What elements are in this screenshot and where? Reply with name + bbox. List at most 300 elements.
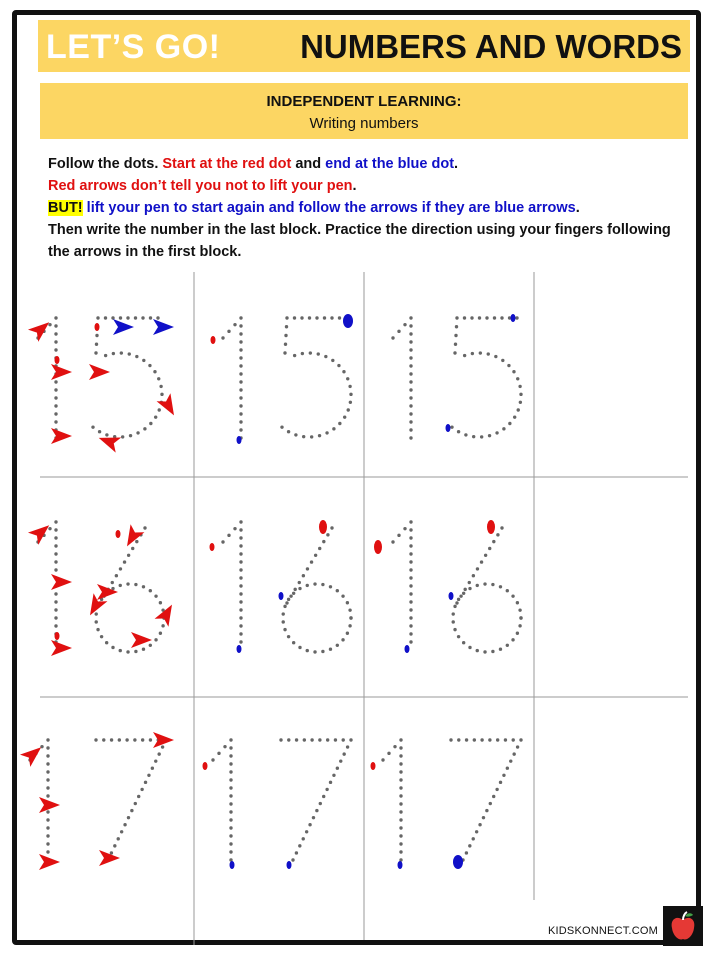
trace-dot	[287, 738, 290, 741]
trace-dot	[322, 795, 325, 798]
trace-dot	[493, 316, 496, 319]
trace-dot	[305, 830, 308, 833]
trace-dot	[330, 316, 333, 319]
trace-dot	[322, 540, 325, 543]
trace-dot	[468, 581, 471, 584]
trace-dot	[485, 809, 488, 812]
trace-dot	[403, 527, 406, 530]
trace-dot	[454, 343, 457, 346]
trace-dot	[399, 850, 402, 853]
trace-dot	[409, 600, 412, 603]
trace-dot	[239, 388, 242, 391]
end-dot	[343, 314, 353, 328]
trace-dot	[110, 851, 113, 854]
trace-dot	[144, 781, 147, 784]
trace-dot	[154, 415, 157, 418]
trace-dot	[149, 589, 152, 592]
trace-dot	[229, 754, 232, 757]
trace-dot	[54, 316, 57, 319]
trace-dot	[229, 810, 232, 813]
trace-dot	[126, 582, 129, 585]
trace-dot	[46, 818, 49, 821]
trace-dot	[472, 837, 475, 840]
trace-dot	[298, 844, 301, 847]
instruction-red-text: Red arrows don’t tell you not to lift your pen	[48, 178, 353, 194]
trace-dot	[294, 433, 297, 436]
trace-dot	[229, 746, 232, 749]
red-arrow-icon	[28, 519, 54, 545]
trace-dot	[229, 794, 232, 797]
trace-dot	[158, 408, 161, 411]
start-dot	[55, 632, 60, 640]
trace-dot	[229, 770, 232, 773]
trace-dot	[337, 364, 340, 367]
trace-dot	[221, 336, 224, 339]
trace-dot	[457, 430, 460, 433]
trace-dot	[217, 752, 220, 755]
trace-dot	[480, 435, 483, 438]
trace-dot	[483, 582, 486, 585]
trace-dot	[94, 738, 97, 741]
page-title: NUMBERS AND WORDS	[300, 28, 682, 65]
trace-dot	[399, 818, 402, 821]
trace-dot	[54, 340, 57, 343]
trace-dot	[349, 393, 352, 396]
trace-dot	[475, 830, 478, 833]
trace-dot	[472, 574, 475, 577]
trace-dot	[287, 635, 290, 638]
trace-dot	[239, 536, 242, 539]
trace-dot	[409, 624, 412, 627]
trace-dot	[317, 352, 320, 355]
trace-dot	[453, 628, 456, 631]
trace-dot	[399, 738, 402, 741]
trace-dot	[409, 528, 412, 531]
trace-dot	[506, 589, 509, 592]
trace-dot	[306, 649, 309, 652]
trace-dot	[496, 533, 499, 536]
trace-dot	[280, 425, 283, 428]
trace-dot	[111, 646, 114, 649]
trace-dot	[148, 364, 151, 367]
trace-dot	[409, 592, 412, 595]
trace-dot	[127, 554, 130, 557]
trace-dot	[494, 355, 497, 358]
trace-dot	[239, 640, 242, 643]
trace-dot	[325, 431, 328, 434]
trace-dot	[310, 560, 313, 563]
trace-dot	[517, 408, 520, 411]
trace-dot	[46, 794, 49, 797]
red-arrow-icon	[51, 574, 72, 590]
trace-dot	[332, 774, 335, 777]
trace-dot	[149, 422, 152, 425]
trace-dot	[409, 324, 412, 327]
trace-dot	[95, 612, 98, 615]
trace-dot	[318, 738, 321, 741]
trace-dot	[409, 316, 412, 319]
end-dot	[453, 855, 463, 869]
trace-dot	[516, 601, 519, 604]
trace-dot	[46, 770, 49, 773]
trace-dot	[120, 351, 123, 354]
trace-dot	[336, 589, 339, 592]
start-dot	[319, 520, 327, 534]
start-dot	[95, 323, 100, 331]
trace-dot	[399, 770, 402, 773]
trace-dot	[161, 624, 164, 627]
trace-dot	[46, 842, 49, 845]
trace-dot	[239, 584, 242, 587]
trace-dot	[136, 431, 139, 434]
trace-dot	[301, 352, 304, 355]
trace-dot	[488, 434, 491, 437]
trace-dot	[399, 834, 402, 837]
trace-dot	[96, 628, 99, 631]
trace-dot	[480, 738, 483, 741]
trace-dot	[229, 802, 232, 805]
trace-dot	[478, 823, 481, 826]
trace-dot	[284, 334, 287, 337]
trace-dot	[100, 635, 103, 638]
trace-dot	[472, 435, 475, 438]
trace-dot	[229, 842, 232, 845]
trace-dot	[96, 316, 99, 319]
trace-dot	[449, 738, 452, 741]
trace-dot	[518, 385, 521, 388]
trace-dot	[464, 433, 467, 436]
trace-dot	[111, 316, 114, 319]
trace-dot	[239, 324, 242, 327]
trace-dot	[54, 380, 57, 383]
trace-dot	[54, 608, 57, 611]
trace-dot	[154, 759, 157, 762]
trace-dot	[409, 372, 412, 375]
end-dot	[449, 592, 454, 600]
trace-dot	[409, 520, 412, 523]
trace-dot	[487, 352, 490, 355]
trace-dot	[48, 323, 51, 326]
trace-dot	[308, 823, 311, 826]
trace-dot	[459, 594, 462, 597]
trace-dot	[239, 632, 242, 635]
trace-dot	[348, 608, 351, 611]
trace-dot	[129, 434, 132, 437]
trace-dot	[104, 316, 107, 319]
trace-dot	[140, 788, 143, 791]
trace-dot	[126, 316, 129, 319]
trace-dot	[381, 758, 384, 761]
trace-dot	[495, 788, 498, 791]
trace-dot	[519, 393, 522, 396]
trace-dot	[343, 415, 346, 418]
trace-dot	[492, 795, 495, 798]
trace-dot	[409, 632, 412, 635]
trace-dot	[499, 781, 502, 784]
lets-go-badge: LET’S GO!	[46, 28, 221, 66]
trace-dot	[137, 795, 140, 798]
trace-dot	[54, 332, 57, 335]
trace-dot	[239, 420, 242, 423]
trace-dot	[160, 393, 163, 396]
trace-dot	[239, 340, 242, 343]
trace-dot	[239, 552, 242, 555]
red-arrow-icon	[28, 316, 54, 342]
trace-dot	[239, 348, 242, 351]
trace-dot	[156, 316, 159, 319]
trace-dot	[409, 420, 412, 423]
trace-dot	[120, 830, 123, 833]
trace-dot	[346, 601, 349, 604]
red-arrow-icon	[89, 364, 110, 380]
trace-dot	[142, 648, 145, 651]
end-dot	[237, 645, 242, 653]
trace-dot	[409, 608, 412, 611]
red-arrow-icon	[51, 364, 72, 380]
trace-dot	[239, 528, 242, 531]
trace-dot	[239, 380, 242, 383]
trace-dot	[507, 364, 510, 367]
section-heading: INDEPENDENT LEARNING:	[266, 93, 462, 110]
trace-dot	[239, 616, 242, 619]
trace-dot	[409, 428, 412, 431]
trace-dot	[46, 754, 49, 757]
trace-dot	[125, 738, 128, 741]
trace-dot	[239, 364, 242, 367]
trace-dot	[295, 851, 298, 854]
trace-dot	[239, 428, 242, 431]
trace-dot	[336, 644, 339, 647]
start-dot	[374, 540, 382, 554]
trace-dot	[46, 786, 49, 789]
trace-dot	[452, 612, 455, 615]
instruction-red-text: Start at the red dot	[162, 156, 292, 172]
trace-dot	[149, 644, 152, 647]
trace-dot	[409, 340, 412, 343]
trace-dot	[282, 620, 285, 623]
trace-dot	[399, 802, 402, 805]
trace-dot	[391, 336, 394, 339]
trace-dot	[399, 762, 402, 765]
trace-dot	[54, 592, 57, 595]
trace-dot	[463, 354, 466, 357]
trace-dot	[239, 356, 242, 359]
trace-dot	[293, 588, 296, 591]
trace-dot	[285, 325, 288, 328]
trace-dot	[409, 640, 412, 643]
trace-dot	[105, 433, 108, 436]
trace-dot	[104, 354, 107, 357]
trace-dot	[54, 528, 57, 531]
trace-dot	[143, 526, 146, 529]
trace-dot	[133, 738, 136, 741]
trace-dot	[409, 332, 412, 335]
trace-dot	[409, 536, 412, 539]
trace-dot	[115, 574, 118, 577]
trace-dot	[399, 794, 402, 797]
trace-dot	[476, 649, 479, 652]
trace-dot	[54, 560, 57, 563]
trace-dot	[292, 592, 295, 595]
trace-dot	[54, 536, 57, 539]
trace-dot	[409, 388, 412, 391]
trace-dot	[239, 592, 242, 595]
trace-dot	[513, 415, 516, 418]
trace-dot	[95, 334, 98, 337]
trace-dot	[314, 554, 317, 557]
trace-dot	[111, 581, 114, 584]
trace-dot	[112, 352, 115, 355]
trace-dot	[409, 436, 412, 439]
trace-dot	[126, 650, 129, 653]
trace-dot	[409, 396, 412, 399]
trace-dot	[154, 638, 157, 641]
trace-dot	[409, 380, 412, 383]
trace-dot	[310, 738, 313, 741]
trace-dot	[157, 752, 160, 755]
trace-dot	[229, 778, 232, 781]
trace-dot	[239, 412, 242, 415]
trace-dot	[94, 351, 97, 354]
trace-dot	[455, 601, 458, 604]
trace-dot	[409, 404, 412, 407]
trace-dot	[239, 600, 242, 603]
trace-dot	[293, 316, 296, 319]
trace-dot	[153, 370, 156, 373]
instruction-blue-text: end at the blue dot	[325, 156, 455, 172]
trace-dot	[462, 641, 465, 644]
trace-dot	[293, 354, 296, 357]
apple-icon	[663, 906, 703, 946]
trace-dot	[349, 738, 352, 741]
red-arrow-icon	[99, 850, 120, 866]
red-arrow-icon	[96, 430, 121, 452]
trace-dot	[54, 348, 57, 351]
end-dot	[446, 424, 451, 432]
trace-dot	[239, 608, 242, 611]
trace-dot	[149, 316, 152, 319]
trace-dot	[239, 624, 242, 627]
trace-dot	[326, 738, 329, 741]
trace-dot	[239, 560, 242, 563]
trace-dot	[283, 605, 286, 608]
trace-dot	[54, 552, 57, 555]
end-dot	[279, 592, 284, 600]
trace-dot	[102, 738, 105, 741]
trace-dot	[499, 648, 502, 651]
trace-dot	[123, 560, 126, 563]
trace-dot	[91, 425, 94, 428]
trace-dot	[308, 316, 311, 319]
trace-dot	[476, 567, 479, 570]
brand-footer: KIDSKONNECT.COM	[548, 925, 658, 937]
trace-dot	[233, 323, 236, 326]
trace-dot	[229, 786, 232, 789]
trace-dot	[500, 526, 503, 529]
red-arrow-icon	[97, 584, 118, 600]
trace-dot	[453, 605, 456, 608]
trace-dot	[135, 540, 138, 543]
trace-dot	[229, 834, 232, 837]
instruction-blue-text: lift your pen to start again and follow the arrows if they are blue arrows	[82, 200, 576, 216]
red-arrow-icon	[39, 797, 60, 813]
trace-dot	[338, 422, 341, 425]
trace-dot	[324, 355, 327, 358]
trace-dot	[151, 767, 154, 770]
trace-dot	[223, 745, 226, 748]
trace-dot	[518, 624, 521, 627]
trace-dot	[239, 404, 242, 407]
trace-dot	[488, 738, 491, 741]
trace-dot	[229, 738, 232, 741]
trace-dot	[336, 767, 339, 770]
trace-dot	[329, 781, 332, 784]
start-dot	[203, 762, 208, 770]
trace-dot	[54, 520, 57, 523]
trace-dot	[239, 568, 242, 571]
trace-dot	[95, 343, 98, 346]
trace-dot	[211, 758, 214, 761]
trace-dot	[512, 738, 515, 741]
trace-dot	[342, 738, 345, 741]
trace-dot	[229, 850, 232, 853]
trace-dot	[95, 620, 98, 623]
trace-dot	[516, 745, 519, 748]
trace-dot	[310, 435, 313, 438]
trace-dot	[519, 401, 522, 404]
trace-dot	[346, 377, 349, 380]
trace-dot	[54, 624, 57, 627]
trace-dot	[123, 823, 126, 826]
trace-dot	[399, 778, 402, 781]
trace-dot	[480, 560, 483, 563]
trace-dot	[119, 316, 122, 319]
instruction-highlight: BUT!	[48, 200, 83, 216]
trace-dot	[159, 632, 162, 635]
trace-dot	[348, 624, 351, 627]
trace-dot	[492, 540, 495, 543]
trace-dot	[326, 533, 329, 536]
start-dot	[487, 520, 495, 534]
trace-dot	[46, 834, 49, 837]
trace-dot	[496, 738, 499, 741]
trace-dot	[453, 351, 456, 354]
trace-dot	[470, 316, 473, 319]
trace-dot	[292, 641, 295, 644]
trace-dot	[48, 527, 51, 530]
trace-dot	[391, 540, 394, 543]
trace-dot	[504, 738, 507, 741]
trace-dot	[409, 412, 412, 415]
trace-dot	[465, 851, 468, 854]
trace-dot	[488, 547, 491, 550]
trace-dot	[399, 842, 402, 845]
trace-dot	[409, 552, 412, 555]
trace-dot	[342, 752, 345, 755]
trace-dot	[347, 408, 350, 411]
trace-dot	[239, 372, 242, 375]
instruction-line-4: Then write the number in the last block. Practice the direction using your fingers following the arrows in the first block.	[48, 222, 671, 260]
trace-dot	[161, 745, 164, 748]
trace-dot	[455, 316, 458, 319]
red-arrow-icon	[39, 854, 60, 870]
trace-dot	[159, 385, 162, 388]
trace-dot	[519, 738, 522, 741]
trace-dot	[331, 359, 334, 362]
trace-dot	[397, 330, 400, 333]
trace-dot	[279, 738, 282, 741]
trace-dot	[119, 567, 122, 570]
